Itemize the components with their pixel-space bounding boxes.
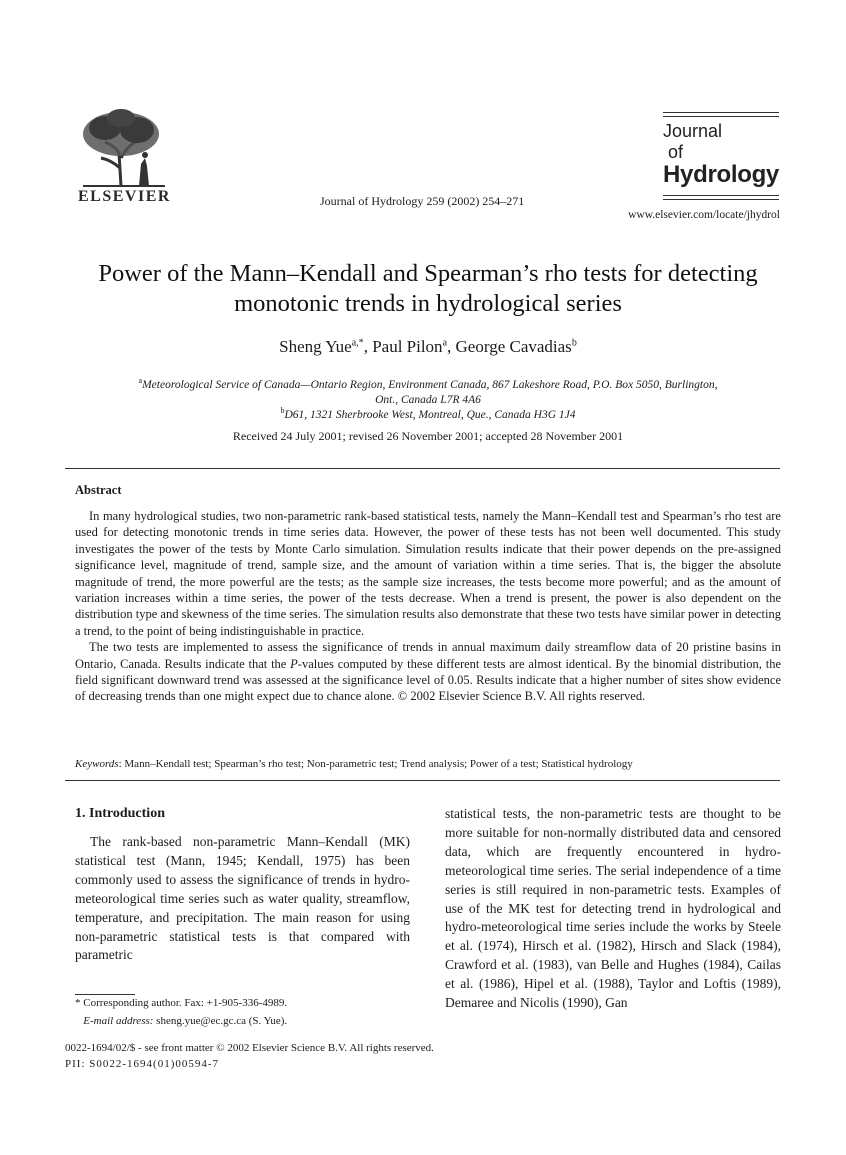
keywords [75, 758, 781, 770]
journal-logo-rule [663, 112, 779, 113]
author-affil-mark: a [442, 337, 448, 349]
affil-a-line2: Ont., Canada L7R 4A6 [375, 393, 481, 406]
email-value[interactable]: sheng.yue@ec.gc.ca (S. Yue). [153, 1015, 288, 1027]
author-affil-mark: a,* [351, 337, 364, 349]
abstract-heading: Abstract [75, 483, 122, 497]
keywords-text: : Mann–Kendall test; Spearman’s rho test; Non-parametric test; Trend analysis; Power of a test; Statistical hydrology [118, 758, 633, 770]
author-affil-mark: b [571, 337, 577, 349]
keywords-label: Keywords [75, 758, 119, 770]
abstract-paragraph-1: In many hydrological studies, two non-parametric rank-based statistical tests, namely the Mann–Kendall test and Spearman’s rho test are used for detecting monotonic trends in time series data. However, the power of these tests has not been well documented. This study investigates the power of the tests by Monte Carlo simulation. Simulation results indicate that their power depends on the pre-assigned significance level, magnitude of trend, sample size, and the amount of variation within a time series. That is, the bigger the absolute magnitude of trend, the more powerful are the tests; as the sample size increases, the tests become more powerful; and as the amount of variation increases within a time series, the power of the tests decrease. When a trend is present, the power is also dependent on the distribution type and skewness of the time series. The simulation results also demonstrate that these two tests have similar power in detecting a trend, to the point of being indistinguishable in practice. [75, 509, 781, 638]
divider [65, 780, 780, 781]
publisher-name: ELSEVIER [78, 188, 171, 205]
journal-reference: Journal of Hydrology 259 (2002) 254–271 [320, 194, 525, 208]
author-name: George Cavadias [455, 337, 572, 356]
journal-logo-rule [663, 195, 779, 196]
section-heading: 1. Introduction [75, 806, 165, 821]
footnote-rule [75, 994, 135, 995]
abstract-body [75, 508, 781, 705]
received-dates: Received 24 July 2001; revised 26 November 2001; accepted 28 November 2001 [232, 429, 624, 443]
journal-logo-rule [663, 199, 779, 200]
journal-url[interactable]: www.elsevier.com/locate/jhydrol [628, 209, 780, 221]
left-column [75, 833, 410, 965]
footnote-corresponding: * Corresponding author. Fax: +1-905-336-4989. [75, 997, 288, 1009]
footnote-email [75, 1014, 410, 1029]
journal-logo-line3: Hydrology [663, 161, 779, 188]
divider [65, 468, 780, 469]
tree-logo-icon [75, 108, 167, 188]
abstract-italic: P [290, 656, 298, 671]
journal-logo-rule [663, 116, 779, 117]
author-list: Sheng Yue$^{a,*}$, Paul Pilon$^a$, George Cavadias$^b$ [279, 337, 577, 356]
author-name: Sheng Yue [279, 337, 352, 356]
affiliation-b [40, 403, 816, 423]
journal-logo-line1: Journal [663, 121, 723, 141]
title-line-2: monotonic trends in hydrological series [234, 290, 622, 317]
right-column [445, 805, 781, 1013]
journal-logo-line2: of [668, 142, 684, 162]
affil-mark: b [280, 406, 285, 415]
author-name: Paul Pilon [372, 337, 443, 356]
affil-b-line: D61, 1321 Sherbrooke West, Montreal, Que., Canada H3G 1J4 [284, 408, 576, 421]
body-paragraph: The rank-based non-parametric Mann–Kendall (MK) statistical test (Mann, 1945; Kendall, 1975) has been commonly used to assess the significance of trends in hydro-meteorological time series such as water quality, streamflow, temperature, and precipitation. The main reason for using non-parametric statistical tests is that compared with parametric [75, 834, 410, 963]
copyright-line: 0022-1694/02/$ - see front matter © 2002 Elsevier Science B.V. All rights reserved. [65, 1042, 434, 1054]
abstract-paragraph-2 [75, 639, 781, 705]
paper-title [40, 259, 816, 319]
affil-a-line1: Meteorological Service of Canada—Ontario Region, Environment Canada, 867 Lakeshore Road, P.O. Box 5050, Burlington, [142, 378, 718, 391]
title-line-1: Power of the Mann–Kendall and Spearman’s rho tests for detecting [98, 260, 758, 287]
affil-mark: a [138, 376, 143, 385]
email-label: E-mail address: [83, 1015, 154, 1027]
body-paragraph: statistical tests, the non-parametric tests are thought to be more suitable for non-normally distributed data and censored data, which are frequently encountered in hydro-meteorological time series. The serial independence of a time series is still required in non-parametric tests. Examples of use of the MK test for detecting trend in hydrological and hydro-meteorological time series include the works by Steele et al. (1974), Hirsch et al. (1982), Hirsch and Slack (1984), Crawford et al. (1983), van Belle and Hughes (1984), Cailas et al. (1986), Hipel et al. (1988), Taylor and Loftis (1989), Demaree and Nicolis (1990), Gan [445, 806, 781, 1011]
abstract-text: -values computed by these different tests are almost identical. By the binomial distribution, the field significant downward trend was assessed at the significance level of 0.05. Results indicate that a higher number of sites show evidence of decreasing trends than one might expect due to chance alone. © 2002 Elsevier Science B.V. All rights reserved. [75, 656, 781, 704]
pii-line: PII: S0022-1694(01)00594-7 [65, 1058, 220, 1070]
abstract-text: The two tests are implemented to assess the significance of trends in annual maximum daily streamflow data of 20 pristine basins in Ontario, Canada. Results indicate that the [75, 640, 781, 671]
